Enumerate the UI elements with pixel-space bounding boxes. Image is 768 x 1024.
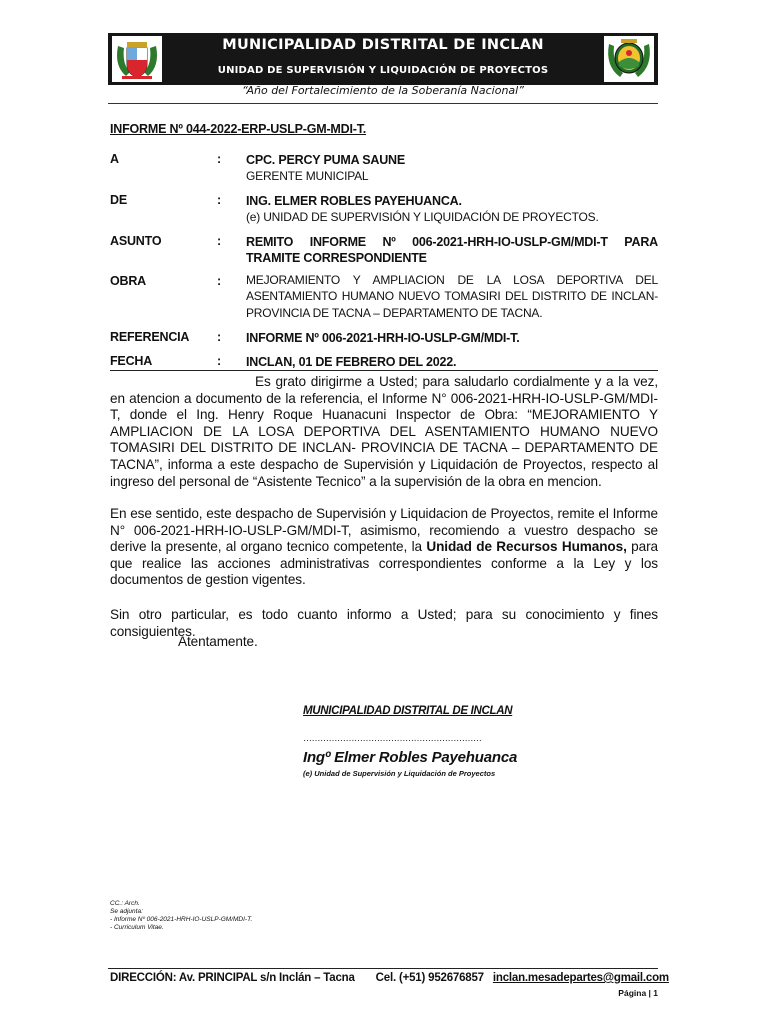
header-divider (108, 103, 658, 104)
institution-title: MUNICIPALIDAD DISTRITAL DE INCLAN (222, 37, 544, 53)
field-value-referencia: INFORME Nº 006-2021-HRH-IO-USLP-GM/MDI-T. (246, 331, 520, 345)
sender-position: (e) UNIDAD DE SUPERVISIÓN Y LIQUIDACIÓN DE PROYECTOS. (246, 210, 599, 225)
field-value-fecha: INCLAN, 01 DE FEBRERO DEL 2022. (246, 355, 457, 369)
hr-unit-highlight: Unidad de Recursos Humanos, (426, 539, 627, 555)
fields-divider (110, 370, 658, 371)
footer-email-link[interactable]: inclan.mesadepartes@gmail.com (492, 972, 669, 984)
year-motto: “Año del Fortalecimiento de la Soberanía Nacional” (242, 84, 524, 97)
cc-note: CC.: Arch. (110, 900, 140, 907)
body-paragraph-3: Sin otro particular, es todo cuanto informo a Usted; para su conocimiento y fines consiguientes. (110, 607, 658, 639)
field-colon: : (217, 152, 222, 166)
body-paragraph-2 (110, 506, 658, 589)
attached-label: Se adjunta: (110, 908, 143, 915)
header-banner (108, 33, 658, 85)
field-colon: : (217, 354, 222, 368)
footer-phone: Cel. (+51) 952676857 (375, 972, 484, 984)
attached-item: - Curriculum Vitae. (110, 924, 164, 931)
field-colon: : (217, 193, 222, 207)
signer-name: Ingº Elmer Robles Payehuanca (303, 749, 518, 766)
field-label-referencia: REFERENCIA (110, 330, 190, 344)
field-colon: : (217, 234, 222, 248)
footer-address: DIRECCIÓN: Av. PRINCIPAL s/n Inclán – Tacna (110, 972, 355, 984)
inclan-district-shield-icon (604, 36, 654, 82)
signer-title: (e) Unidad de Supervisión y Liquidación de Proyectos (303, 769, 496, 778)
unit-subtitle: UNIDAD DE SUPERVISIÓN Y LIQUIDACIÓN DE PROYECTOS (217, 65, 549, 76)
field-value-obra: MEJORAMIENTO Y AMPLIACION DE LA LOSA DEPORTIVA DEL ASENTAMIENTO HUMANO NUEVO TOMASIRI DEL DISTRITO DE INCLAN-PROVINCIA DE TACNA – DEPARTAMENTO DE TACNA. (246, 273, 658, 320)
field-value-de (246, 193, 658, 226)
field-label-de: DE (110, 193, 127, 207)
recipient-position: GERENTE MUNICIPAL (246, 169, 369, 184)
field-label-a: A (110, 152, 119, 166)
field-label-obra: OBRA (110, 274, 147, 288)
field-colon: : (217, 330, 222, 344)
signature-institution: MUNICIPALIDAD DISTRITAL DE INCLAN (303, 705, 513, 717)
signature-line: ……………………………………………………… (303, 733, 482, 743)
paragraph-2-text: En ese sentido, este despacho de Supervisión y Liquidacion de Proyectos, remite el Informe N° 006-2021-HRH-IO-USLP-GM/MDI-T, asimismo, recomiendo a vuestro despacho se derive la presente, al organo tecnico competente, la (110, 506, 658, 555)
field-label-fecha: FECHA (110, 354, 153, 368)
attached-item: - Informe Nº 006-2021-HRH-IO-USLP-GM/MDI-T. (110, 916, 253, 923)
body-paragraph-1: Es grato dirigirme a Usted; para saludarlo cordialmente y a la vez, en atencion a documento de la referencia, el Informe N° 006-2021-HRH-IO-USLP-GM/MDI-T, donde el Ing. Henry Roque Huanacuni Inspector de Obra: “MEJORAMIENTO Y AMPLIACION DE LA LOSA DEPORTIVA DEL ASENTAMIENTO HUMANO NUEVO TOMASIRI DEL DISTRITO DE INCLAN- PROVINCIA DE TACNA – DEPARTAMENTO DE TACNA”, informa a este despacho de Supervisión y Liquidación de Proyectos, respecto al ingreso del personal de “Asistente Tecnico” a la supervisión de la obra en mencion. (110, 374, 658, 489)
recipient-name: CPC. PERCY PUMA SAUNE (246, 153, 406, 167)
footer-divider (108, 968, 658, 969)
sender-name: ING. ELMER ROBLES PAYEHUANCA. (246, 194, 462, 208)
page-number: Página | 1 (618, 988, 658, 998)
field-colon: : (217, 274, 222, 288)
peru-coat-of-arms-icon (112, 36, 162, 82)
document-number: INFORME Nº 044-2022-ERP-USLP-GM-MDI-T. (110, 122, 367, 136)
closing: Atentamente. (178, 634, 258, 649)
footer-contact (110, 972, 687, 984)
field-value-asunto: REMITO INFORME Nº 006-2021-HRH-IO-USLP-GM/MDI-T PARA TRAMITE CORRESPONDIENTE (246, 235, 658, 266)
field-value-a (246, 152, 658, 185)
field-label-asunto: ASUNTO (110, 234, 162, 248)
paragraph-2-text-end: para que realice las acciones administrativas correspondientes conforme a la Ley y los documentos de gestion vigentes. (110, 539, 658, 588)
